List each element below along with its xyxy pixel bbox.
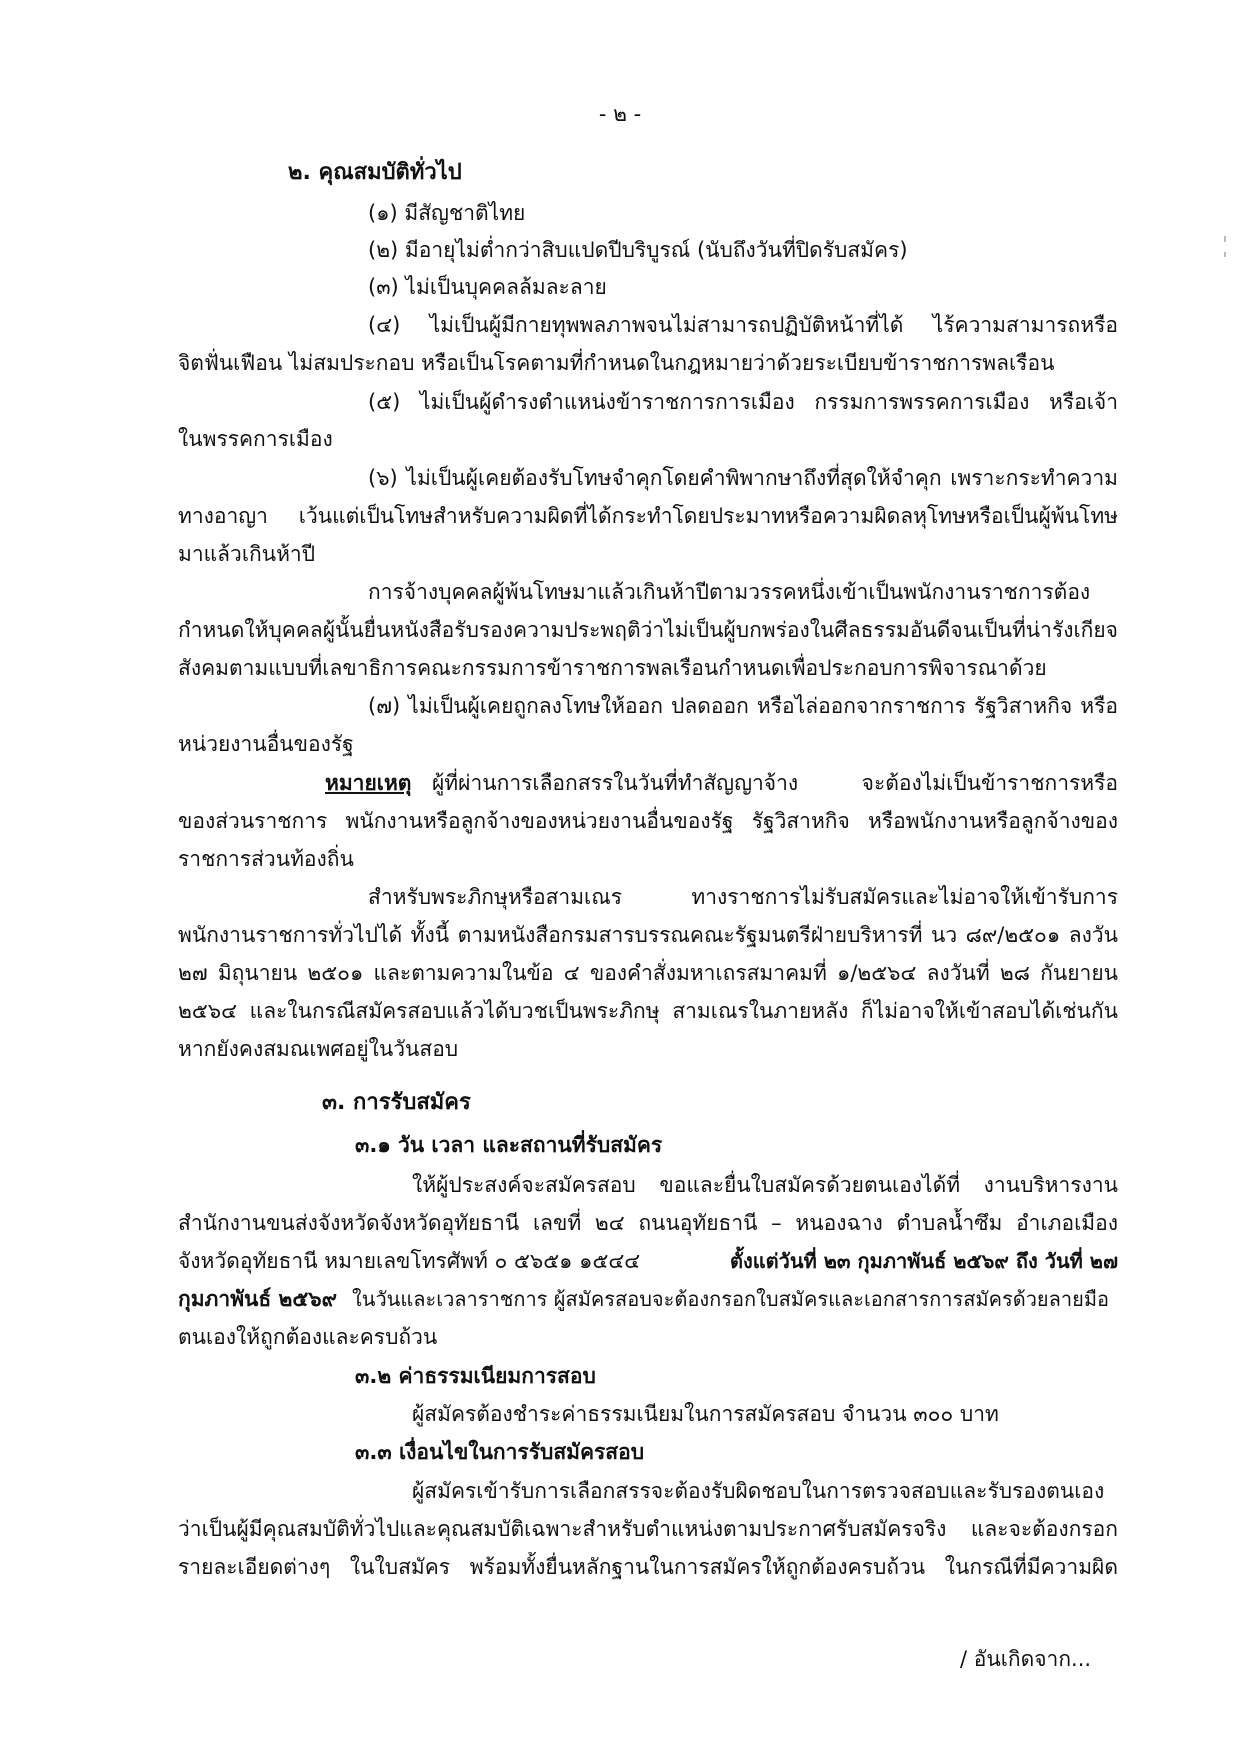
qualification-7-line-1: (๗) ไม่เป็นผู้เคยถูกลงโทษให้ออก ปลดออก หรือไล่ออกจากราชการ รัฐวิสาหกิจ หรือ — [368, 694, 1118, 718]
section-3-2-line-1: ผู้สมัครต้องชำระค่าธรรมเนียมในการสมัครสอบ จำนวน ๓๐๐ บาท — [412, 1402, 999, 1426]
section-3-3-line-3: รายละเอียดต่างๆ ในใบสมัคร พร้อมทั้งยื่นหลักฐานในการสมัครให้ถูกต้องครบถ้วน ในกรณีที่มีความผิด — [178, 1555, 1118, 1579]
qualification-6-line-3: มาแล้วเกินห้าปี — [178, 542, 316, 566]
qualification-5-line-1: (๕) ไม่เป็นผู้ดำรงตำแหน่งข้าราชการการเมือง กรรมการพรรคการเมือง หรือเจ้า — [368, 390, 1118, 414]
page-continuation: / อันเกิดจาก... — [960, 1647, 1092, 1671]
note-line-2: ของส่วนราชการ พนักงานหรือลูกจ้างของหน่วยงานอื่นของรัฐ รัฐวิสาหกิจ หรือพนักงานหรือลูกจ้างของ — [178, 809, 1118, 833]
section-3-1-line-3-dates: ตั้งแต่วันที่ ๒๓ กุมภาพันธ์ ๒๕๖๙ ถึง วันที่ ๒๗ — [730, 1249, 1118, 1273]
qualification-1: (๑) มีสัญชาติไทย — [368, 201, 526, 225]
section-3-heading: ๓. การรับสมัคร — [322, 1090, 471, 1115]
section-3-2-heading: ๓.๒ ค่าธรรมเนียมการสอบ — [355, 1364, 596, 1388]
section-3-3-line-1: ผู้สมัครเข้ารับการเลือกสรรจะต้องรับผิดชอบในการตรวจสอบและรับรองตนเอง — [412, 1479, 1105, 1503]
section-3-1-heading: ๓.๑ วัน เวลา และสถานที่รับสมัคร — [355, 1133, 663, 1157]
qualification-7-line-2: หน่วยงานอื่นของรัฐ — [178, 732, 354, 756]
paragraph-rehire-line-2: กำหนดให้บุคคลผู้นั้นยื่นหนังสือรับรองความประพฤติว่าไม่เป็นผู้บกพร่องในศีลธรรมอันดีจนเป็นที่น่ารังเกียจ — [178, 618, 1118, 642]
note-label: หมายเหตุ — [325, 771, 412, 795]
note-line-1: ผู้ที่ผ่านการเลือกสรรในวันที่ทำสัญญาจ้าง จะต้องไม่เป็นข้าราชการหรือ — [432, 771, 1118, 795]
qualification-3: (๓) ไม่เป็นบุคคลล้มละลาย — [368, 275, 607, 299]
section-3-1-line-1: ให้ผู้ประสงค์จะสมัครสอบ ขอและยื่นใบสมัครด้วยตนเองได้ที่ งานบริหารงาน — [412, 1173, 1118, 1197]
monk-paragraph-line-1: สำหรับพระภิกษุหรือสามเณร ทางราชการไม่รับสมัครและไม่อาจให้เข้ารับการ — [368, 885, 1118, 909]
scan-artifact — [1224, 252, 1226, 257]
qualification-6-line-2: ทางอาญา เว้นแต่เป็นโทษสำหรับความผิดที่ได้กระทำโดยประมาทหรือความผิดลหุโทษหรือเป็นผู้พ้นโทษ — [178, 504, 1118, 528]
section-3-1-line-3-phone: จังหวัดอุทัยธานี หมายเลขโทรศัพท์ ๐ ๕๖๕๑ ๑๕๔๔ — [178, 1249, 641, 1273]
monk-paragraph-line-3: ๒๗ มิถุนายน ๒๕๐๑ และตามความในข้อ ๔ ของคำสั่งมหาเถรสมาคมที่ ๑/๒๕๖๔ ลงวันที่ ๒๘ กันยายน — [178, 961, 1118, 985]
qualification-6-line-1: (๖) ไม่เป็นผู้เคยต้องรับโทษจำคุกโดยคำพิพากษาถึงที่สุดให้จำคุก เพราะกระทำความ — [368, 466, 1118, 490]
qualification-5-line-2: ในพรรคการเมือง — [178, 427, 333, 451]
section-3-3-heading: ๓.๓ เงื่อนไขในการรับสมัครสอบ — [355, 1440, 645, 1464]
page-number: - ๒ - — [598, 102, 642, 126]
monk-paragraph-line-4: ๒๕๖๔ และในกรณีสมัครสอบแล้วได้บวชเป็นพระภิกษุ สามเณรในภายหลัง ก็ไม่อาจให้เข้าสอบได้เช่นกัน — [178, 999, 1118, 1023]
section-2-heading: ๒. คุณสมบัติทั่วไป — [288, 160, 462, 185]
monk-paragraph-line-2: พนักงานราชการทั่วไปได้ ทั้งนี้ ตามหนังสือกรมสารบรรณคณะรัฐมนตรีฝ่ายบริหารที่ นว ๘๙/๒๕๐๑ ลงวัน — [178, 923, 1118, 947]
paragraph-rehire-line-1: การจ้างบุคคลผู้พ้นโทษมาแล้วเกินห้าปีตามวรรคหนึ่งเข้าเป็นพนักงานราชการต้อง — [368, 580, 1091, 604]
section-3-1-line-5: ตนเองให้ถูกต้องและครบถ้วน — [178, 1325, 438, 1349]
section-3-3-line-2: ว่าเป็นผู้มีคุณสมบัติทั่วไปและคุณสมบัติเฉพาะสำหรับตำแหน่งตามประกาศรับสมัครจริง และจะต้องกรอก — [178, 1517, 1118, 1541]
section-3-1-line-4-text: ในวันและเวลาราชการ ผู้สมัครสอบจะต้องกรอกใบสมัครและเอกสารการสมัครด้วยลายมือ — [352, 1287, 1110, 1311]
qualification-4-line-2: จิตฟั่นเฟือน ไม่สมประกอบ หรือเป็นโรคตามที่กำหนดในกฎหมายว่าด้วยระเบียบข้าราชการพลเรือน — [178, 351, 1055, 375]
section-3-1-line-2: สำนักงานขนส่งจังหวัดจังหวัดอุทัยธานี เลขที่ ๒๔ ถนนอุทัยธานี – หนองฉาง ตำบลน้ำซึม อำเภอเมือง — [178, 1211, 1118, 1235]
monk-paragraph-line-5: หากยังคงสมณเพศอยู่ในวันสอบ — [178, 1037, 459, 1061]
section-3-1-line-4-date: กุมภาพันธ์ ๒๕๖๙ — [178, 1287, 337, 1311]
note-line-3: ราชการส่วนท้องถิ่น — [178, 847, 354, 871]
paragraph-rehire-line-3: สังคมตามแบบที่เลขาธิการคณะกรรมการข้าราชการพลเรือนกำหนดเพื่อประกอบการพิจารณาด้วย — [178, 656, 1047, 680]
qualification-4-line-1: (๔) ไม่เป็นผู้มีกายทุพพลภาพจนไม่สามารถปฏิบัติหน้าที่ได้ ไร้ความสามารถหรือ — [368, 313, 1118, 337]
scan-artifact — [1224, 236, 1226, 242]
qualification-2: (๒) มีอายุไม่ต่ำกว่าสิบแปดปีบริบูรณ์ (นับถึงวันที่ปิดรับสมัคร) — [368, 238, 908, 262]
